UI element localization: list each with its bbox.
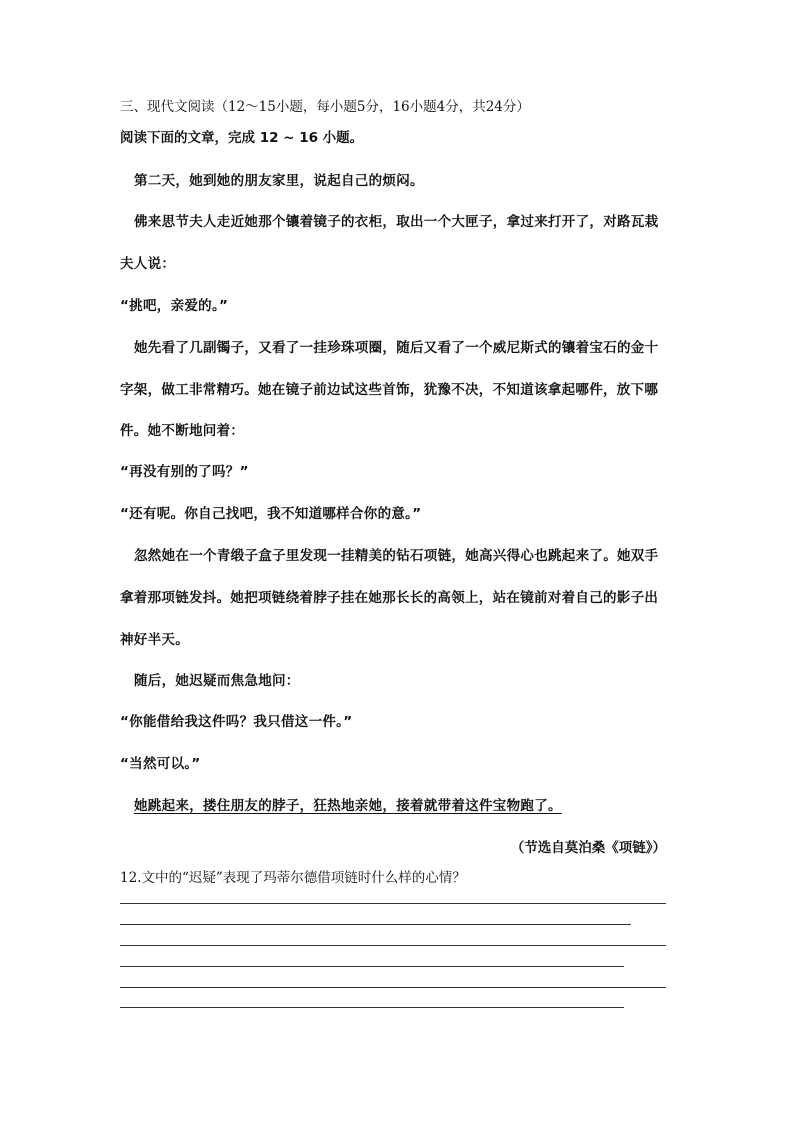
answer-line[interactable] [120,987,666,988]
question-12: 12.文中的“迟疑”表现了玛蒂尔德借项链时什么样的心情？ [120,870,466,886]
section-title: 三、现代文阅读（12～15小题，每小题5分，16小题4分，共24分） [120,99,530,115]
passage-source: （节选自莫泊桑《项链》） [510,840,666,856]
passage-line: 忽然她在一个青缎子盒子里发现一挂精美的钻石项链，她高兴得心也跳起来了。她双手 [134,548,659,564]
answer-line[interactable] [120,1007,624,1008]
passage-line: 字架，做工非常精巧。她在镜子前边试这些首饰，犹豫不决，不知道该拿起哪件，放下哪 [120,382,659,398]
passage-line: 佛来思节夫人走近她那个镶着镜子的衣柜，取出一个大匣子，拿过来打开了，对路瓦栽 [134,214,659,230]
reading-instruction: 阅读下面的文章，完成 12 ~ 16 小题。 [120,130,364,146]
passage-line: 件。她不断地问着： [120,423,245,439]
answer-line[interactable] [120,924,631,925]
passage-line: 拿着那项链发抖。她把项链绕着脖子挂在她那长长的高领上，站在镜前对着自己的影子出 [120,590,659,606]
passage-line: 神好半天。 [120,632,189,648]
answer-line[interactable] [120,903,666,904]
passage-line: “还有呢。你自己找吧，我不知道哪样合你的意。” [120,506,422,522]
passage-line: 她先看了几副镯子，又看了一挂珍珠项圈，随后又看了一个威尼斯式的镶着宝石的金十 [134,340,659,356]
passage-line: 第二天，她到她的朋友家里，说起自己的烦闷。 [134,173,424,189]
passage-line: “你能借给我这件吗？我只借这一件。” [120,714,353,730]
answer-line[interactable] [120,945,666,946]
passage-line: 夫人说： [120,256,176,272]
passage-line: “当然可以。” [120,756,201,772]
passage-line: 随后，她迟疑而焦急地问： [134,673,300,689]
passage-line: “再没有别的了吗？” [120,464,249,480]
passage-line-underlined: 她跳起来，搂住朋友的脖子，狂热地亲她，接着就带着这件宝物跑了。 [134,798,562,814]
answer-line[interactable] [120,966,624,967]
passage-line: “挑吧，亲爱的。” [120,298,229,314]
